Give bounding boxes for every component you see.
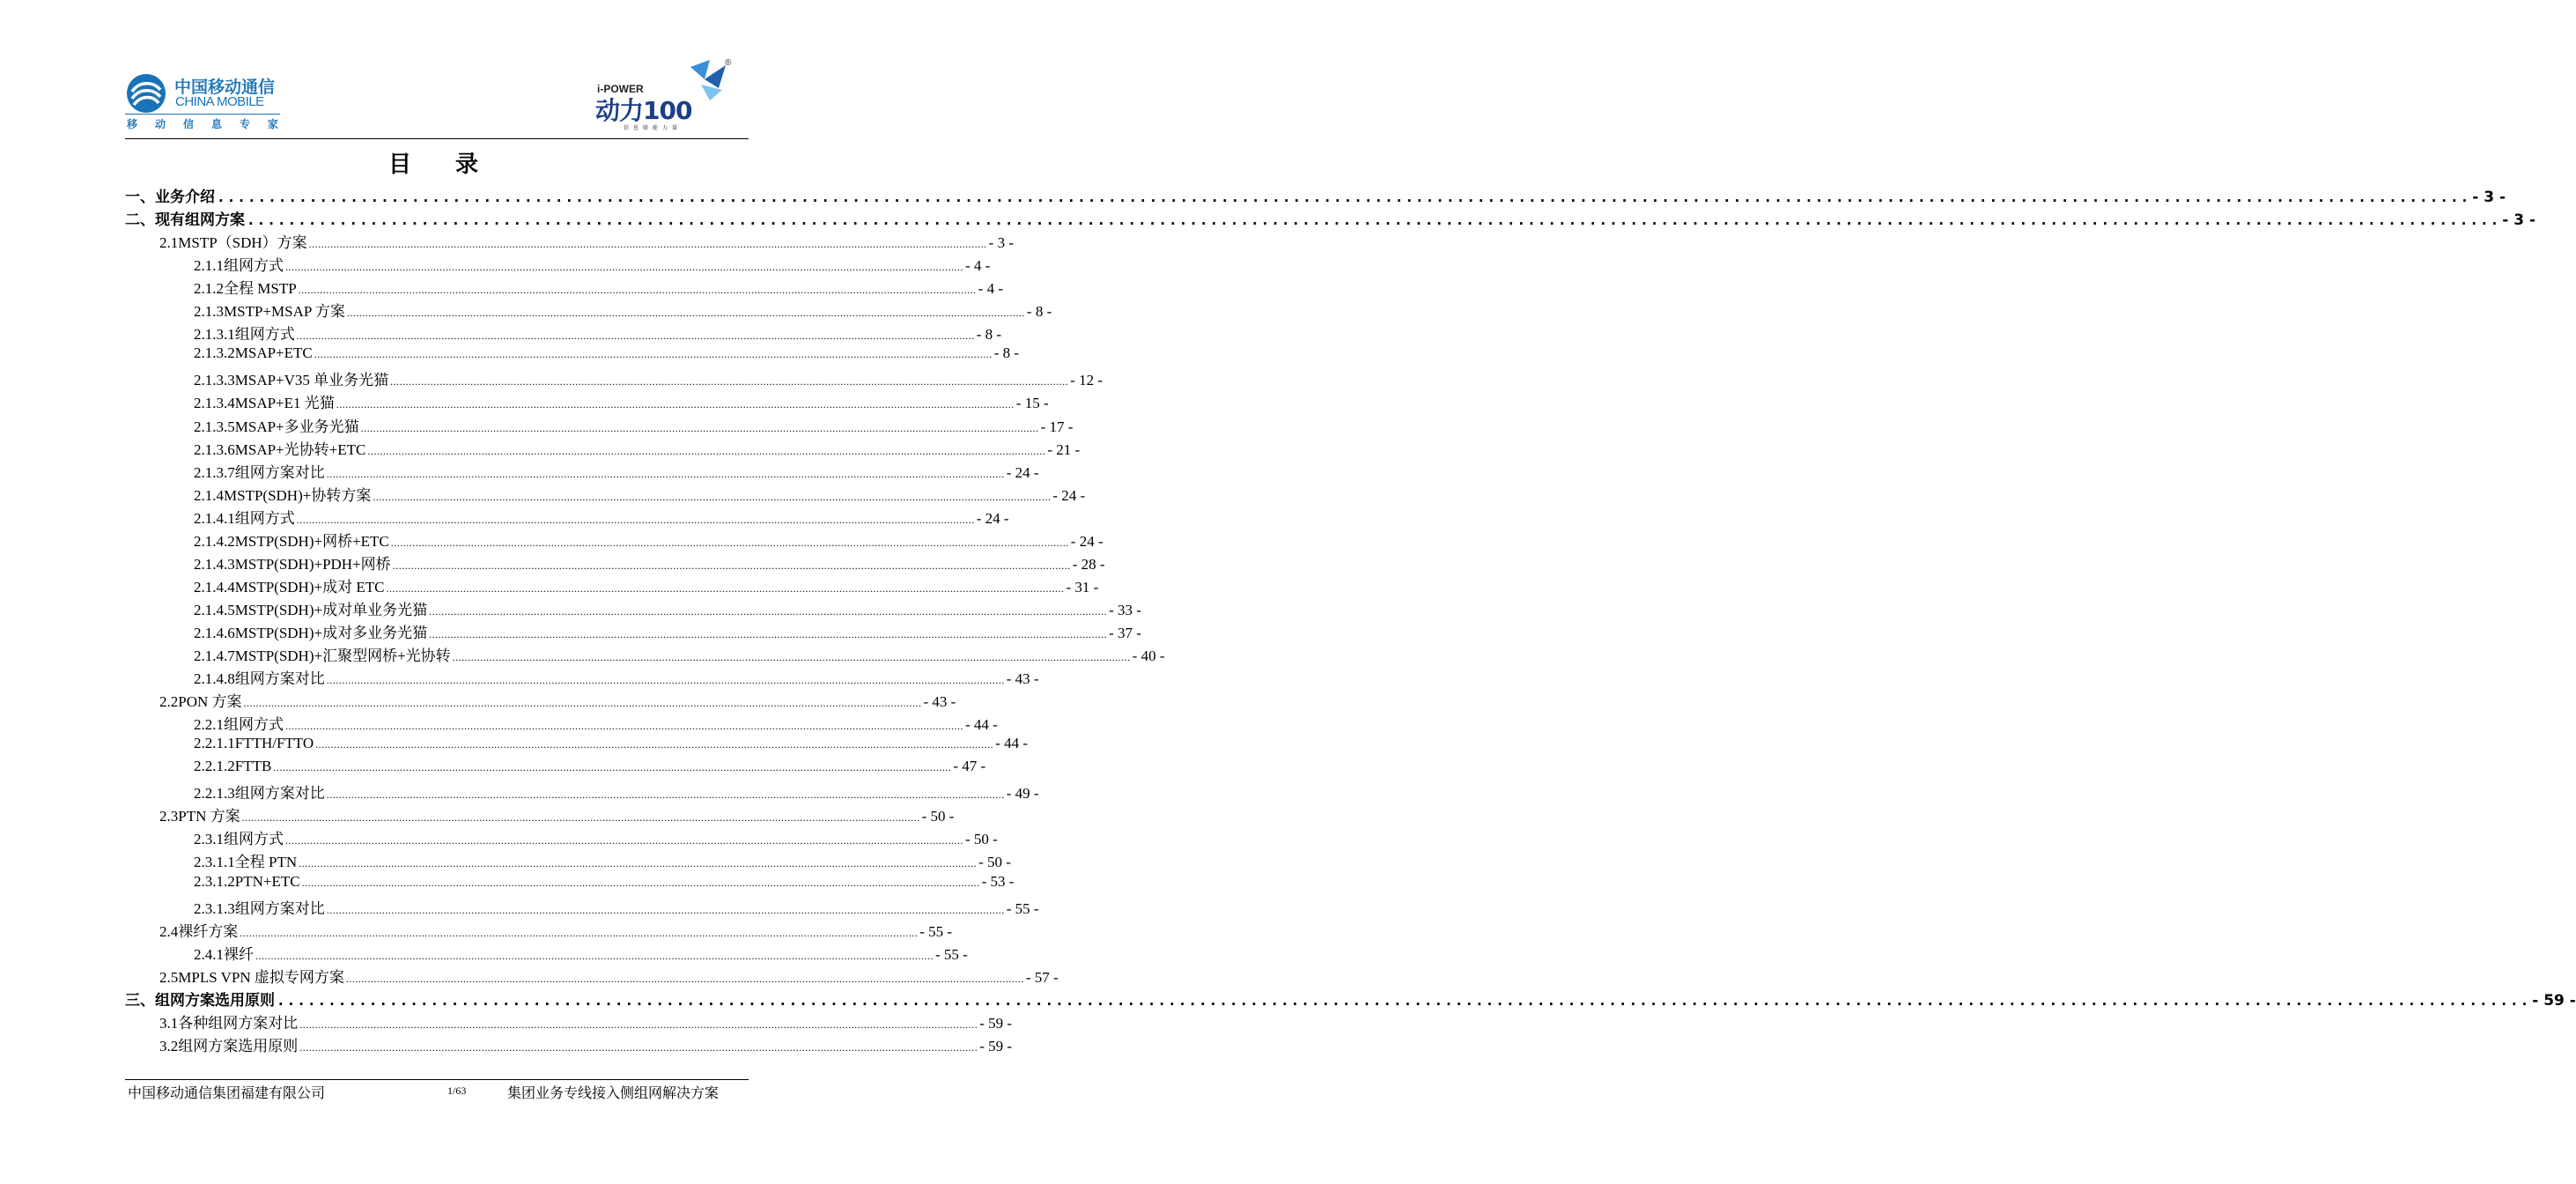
toc-entry[interactable]: [194, 414, 1074, 437]
toc-leader-dots: ............................................................................................................................................................................................................................: [345, 972, 1024, 985]
toc-entry-page: - 12 -: [1070, 372, 1103, 389]
toc-entry-label: MSTP(SDH)+PDH+网桥: [234, 555, 391, 573]
toc-entry[interactable]: [194, 574, 1099, 597]
toc-entry-label: 组网方案对比: [234, 785, 325, 803]
footer-doc-title: 集团业务专线接入侧组网解决方案: [507, 1086, 720, 1101]
toc-entry[interactable]: [194, 942, 968, 965]
toc-entry-number: 2.1.3.4: [194, 395, 235, 412]
toc-entry-page: - 8 -: [976, 326, 1002, 344]
toc-entry-page: - 44 -: [995, 735, 1028, 752]
toc-entry-number: 2.1.1: [194, 257, 224, 275]
toc-title: 目录: [388, 152, 522, 178]
toc-entry[interactable]: [194, 758, 986, 781]
toc-entry[interactable]: [159, 919, 953, 942]
toc-entry-page: - 59 -: [2532, 991, 2576, 1010]
toc-leader-dots: ............................................................................................................................................................................................................................: [285, 720, 963, 733]
toc-entry-page: - 50 -: [965, 831, 998, 848]
toc-entry-label: 组网方案选用原则: [178, 1037, 299, 1054]
toc-entry[interactable]: [194, 437, 1081, 460]
company-slogan: [127, 116, 278, 131]
toc-entry-page: - 24 -: [976, 509, 1009, 527]
toc-entry-page: - 24 -: [1070, 532, 1103, 550]
toc-entry-page: - 8 -: [1026, 303, 1052, 321]
toc-entry[interactable]: [159, 230, 1014, 253]
slogan-char: 专: [239, 118, 250, 130]
china-mobile-logo: [125, 70, 284, 134]
toc-entry-number: 二、: [125, 211, 155, 230]
toc-entry-label: PTN+ETC: [234, 872, 300, 890]
toc-entry[interactable]: [125, 988, 2576, 1010]
toc-entry-number: 2.1.3.3: [194, 372, 235, 389]
footer-company: 中国移动通信集团福建有限公司: [128, 1086, 326, 1101]
toc-entry-label: 组网方式: [234, 326, 295, 344]
toc-entry-label: MSAP+多业务光猫: [234, 418, 359, 435]
toc-entry-page: - 44 -: [965, 716, 998, 734]
slogan-divider: [125, 114, 280, 115]
toc-entry-label: MSAP+光协转+ETC: [234, 440, 366, 458]
toc-entry-number: 2.3.1: [194, 831, 224, 848]
toc-entry-number: 2.3: [159, 808, 179, 825]
toc-entry-label: 裸纤方案: [178, 922, 239, 940]
toc-entry[interactable]: [159, 1033, 1013, 1056]
toc-leader-dots: ............................................................................................................................................................................................................................: [390, 536, 1069, 549]
toc-entry[interactable]: [194, 529, 1103, 551]
toc-entry-page: - 15 -: [1015, 395, 1049, 412]
toc-entry-page: - 4 -: [978, 280, 1003, 298]
toc-entry-label: 组网方案对比: [234, 899, 325, 917]
ipower-logo: [595, 56, 736, 136]
toc-leader-dots: ............................................................................................................................................................................................................................: [301, 876, 980, 889]
toc-leader-dots: ............................................................................................................................................................................................................................: [240, 926, 919, 939]
toc-leader-dots: ............................................................................................................................................................................................................................: [241, 811, 920, 825]
toc-entry-label: PON 方案: [178, 693, 242, 711]
toc-leader-dots: ............................................................................................................................................................................................................................: [296, 329, 975, 343]
toc-entry-page: - 50 -: [921, 808, 955, 825]
toc-leader-dots: ............................................................................................................................................................................................................................: [299, 1040, 978, 1054]
toc-entry[interactable]: [194, 483, 1086, 506]
toc-entry-number: 2.5: [159, 968, 179, 986]
toc-entry[interactable]: [194, 322, 1002, 344]
toc-entry[interactable]: [194, 367, 1103, 390]
toc-entry-label: MSAP+ETC: [234, 344, 313, 362]
toc-leader-dots: ............................................................................................................................................................................................................................: [367, 444, 1046, 457]
toc-entry-page: - 59 -: [979, 1014, 1013, 1032]
toc-entry[interactable]: [125, 207, 2535, 230]
slogan-char: 动: [154, 118, 166, 130]
toc-leader-dots: ............................................................................................................................................................................................................................: [429, 627, 1108, 640]
toc-entry-number: 2.1.4: [194, 486, 224, 504]
toc-entry-number: 3.1: [159, 1014, 179, 1032]
toc-entry[interactable]: [194, 551, 1105, 574]
toc-leader-dots: ............................................................................................................................................................................................................................: [285, 834, 963, 847]
toc-entry-page: - 37 -: [1109, 624, 1141, 641]
toc-entry-number: 2.1.2: [194, 280, 224, 298]
toc-entry[interactable]: [194, 896, 1039, 919]
toc-entry-label: 组网方案对比: [234, 670, 325, 688]
toc-leader-dots: ............................................................................................................................................................................................................................: [273, 761, 952, 774]
toc-entry-label: 现有组网方案: [155, 211, 245, 230]
toc-entry[interactable]: [194, 849, 1011, 872]
footer-rule: [125, 1079, 749, 1080]
toc-leader-dots: ............................................................................................................................................................................................................................: [336, 398, 1015, 411]
toc-entry-page: - 31 -: [1066, 578, 1099, 596]
toc-leader-dots: ............................................................................................................................................................................................................................: [452, 651, 1131, 663]
toc-leader-dots: ............................................................................................................................................................................................................................: [243, 697, 922, 710]
toc-entry-number: 2.1.3.1: [194, 326, 235, 344]
toc-entry[interactable]: [194, 826, 998, 849]
toc-leader-dots: ............................................................................................................................................................................................................................: [390, 375, 1069, 388]
toc-entry-number: 2.1.4.6: [194, 624, 235, 641]
toc-leader-dots: ............................................................................................................................................................................................................................: [299, 1018, 978, 1031]
toc-entry[interactable]: [194, 872, 1015, 896]
toc-entry-page: - 17 -: [1040, 418, 1074, 435]
toc-entry-number: 2.1.4.3: [194, 555, 235, 573]
toc-leader-dots: ............................................................................................................................................................................................................................: [314, 348, 993, 361]
toc-entry-label: 组网方式: [224, 257, 284, 275]
toc-entry[interactable]: [159, 965, 1059, 988]
toc-entry-page: - 8 -: [993, 344, 1020, 362]
toc-entry-label: MSTP(SDH)+成对 ETC: [234, 578, 385, 596]
toc-entry-page: - 55 -: [1006, 899, 1039, 917]
toc-leader-dots: ............................................................................................................................................................................................................................: [326, 903, 1005, 916]
toc-entry[interactable]: [159, 803, 955, 826]
toc-entry-label: 全程 MSTP: [224, 280, 297, 298]
toc-entry-number: 2.1: [159, 234, 179, 252]
toc-entry-label: MSAP+E1 光猫: [234, 395, 335, 412]
toc-entry-number: 2.1.3: [194, 303, 224, 321]
toc-entry-page: - 59 -: [979, 1037, 1013, 1054]
toc-entry-label: 组网方案对比: [234, 463, 325, 481]
toc-entry-page: - 43 -: [923, 693, 956, 711]
toc-entry[interactable]: [194, 506, 1009, 529]
toc-entry-page: - 50 -: [978, 854, 1011, 871]
slogan-char: 信: [182, 118, 194, 130]
toc-leader-dots: ............................................................................................................................................................................................................................: [326, 788, 1005, 802]
toc-entry-page: - 43 -: [1006, 670, 1039, 688]
toc-entry-page: - 28 -: [1072, 555, 1105, 573]
toc-entry-label: 全程 PTN: [234, 854, 298, 871]
footer-page-number: 1/63: [447, 1084, 467, 1097]
company-name-cn: 中国移动通信: [174, 78, 276, 97]
toc-entry-page: - 57 -: [1025, 968, 1059, 986]
toc-entry-number: 2.2.1.1: [194, 735, 235, 752]
toc-entry-page: - 49 -: [1006, 785, 1039, 803]
toc-leader-dots: ............................................................................................................................................................................................................................: [296, 513, 975, 526]
toc-entry-number: 2.1.3.2: [194, 344, 235, 362]
toc-entry[interactable]: [194, 643, 1165, 666]
china-mobile-emblem-icon: [125, 72, 167, 115]
toc-leader-dots: ............................................................................................................................................................................................................................: [360, 421, 1039, 434]
toc-entry-number: 2.1.4.8: [194, 670, 235, 688]
toc-entry-page: - 55 -: [919, 922, 953, 940]
toc-entry-label: MSTP(SDH)+成对单业务光猫: [234, 601, 428, 618]
toc-leader-dots: ............................................................................................................................................................................................................................: [247, 211, 2501, 229]
toc-entry-label: PTN 方案: [178, 808, 240, 825]
toc-entry-label: 组网方式: [224, 831, 284, 848]
toc-entry-page: - 24 -: [1006, 463, 1039, 481]
toc-entry-label: MSAP+V35 单业务光猫: [234, 372, 389, 389]
toc-entry[interactable]: [159, 1010, 1013, 1033]
toc-leader-dots: ............................................................................................................................................................................................................................: [255, 949, 934, 962]
toc-leader-dots: ............................................................................................................................................................................................................................: [315, 738, 994, 751]
slogan-char: 息: [210, 118, 222, 130]
toc-entry-label: MSTP(SDH)+网桥+ETC: [234, 532, 389, 550]
toc-entry-number: 2.1.3.6: [194, 440, 235, 458]
toc-entry-page: - 21 -: [1047, 440, 1081, 458]
toc-entry-label: MPLS VPN 虚拟专网方案: [178, 968, 344, 986]
toc-entry-number: 2.3.1.1: [194, 854, 235, 871]
toc-entry[interactable]: [194, 597, 1141, 620]
brand-en: i-POWER: [597, 83, 644, 95]
slogan-char: 家: [267, 118, 278, 130]
toc-entry[interactable]: [194, 460, 1039, 483]
toc-entry-number: 2.1.3.7: [194, 463, 235, 481]
toc-entry-number: 2.1.4.5: [194, 601, 235, 618]
toc-entry-page: - 3 -: [988, 234, 1014, 252]
toc-entry-number: 2.1.3.5: [194, 418, 235, 435]
toc-entry-number: 2.3.1.3: [194, 899, 235, 917]
toc-entry-label: MSTP(SDH)+汇聚型网桥+光协转: [234, 648, 451, 664]
page-header: [0, 0, 837, 141]
toc-entry-page: - 4 -: [965, 257, 991, 275]
toc-leader-dots: ............................................................................................................................................................................................................................: [285, 261, 963, 274]
toc-leader-dots: ............................................................................................................................................................................................................................: [326, 674, 1005, 687]
toc-entry-number: 3.2: [159, 1037, 179, 1054]
toc-entry[interactable]: [194, 253, 991, 276]
company-name-en: CHINA MOBILE: [175, 94, 264, 109]
toc-entry[interactable]: [194, 344, 1020, 367]
toc-entry-number: 2.3.1.2: [194, 872, 235, 890]
toc-leader-dots: ............................................................................................................................................................................................................................: [299, 857, 978, 870]
toc-entry-page: - 53 -: [981, 872, 1015, 890]
toc-entry[interactable]: [125, 184, 2506, 207]
brand-tagline: 信息联能力量: [624, 125, 683, 131]
toc-entry-number: 2.1.4.1: [194, 509, 235, 527]
toc-entry-label: 业务介绍: [155, 189, 215, 206]
toc-entry-page: - 33 -: [1109, 601, 1141, 618]
toc-entry-number: 2.1.4.2: [194, 532, 235, 550]
slogan-char: 移: [127, 118, 138, 130]
toc-leader-dots: ............................................................................................................................................................................................................................: [386, 581, 1065, 595]
header-rule: [125, 138, 749, 139]
toc-entry[interactable]: [194, 781, 1039, 803]
toc-entry-label: FTTH/FTTO: [234, 735, 314, 752]
toc-entry-number: 2.2: [159, 693, 179, 711]
toc-leader-dots: ............................................................................................................................................................................................................................: [326, 467, 1005, 480]
toc-entry-label: MSTP(SDH)+成对多业务光猫: [234, 624, 428, 641]
toc-entry[interactable]: [194, 712, 998, 735]
toc-leader-dots: ............................................................................................................................................................................................................................: [429, 604, 1108, 618]
toc-entry-number: 2.2.1.3: [194, 785, 235, 803]
toc-entry-label: MSTP(SDH)+协转方案: [224, 486, 372, 504]
toc-entry-number: 2.1.4.7: [194, 648, 235, 664]
toc-entry-label: 各种组网方案对比: [178, 1014, 299, 1032]
toc-entry-label: 组网方式: [224, 716, 284, 734]
toc-entry[interactable]: [159, 689, 956, 712]
toc-entry-page: - 40 -: [1132, 648, 1165, 664]
toc-entry-page: - 47 -: [953, 758, 986, 775]
toc-leader-dots: ............................................................................................................................................................................................................................: [298, 284, 977, 297]
toc-entry-page: - 3 -: [2502, 211, 2535, 230]
toc-entry-number: 2.2.1.2: [194, 758, 235, 775]
toc-entry-number: 2.4.1: [194, 945, 224, 963]
toc-entry[interactable]: [194, 276, 1003, 299]
toc-entry-label: 组网方式: [234, 509, 295, 527]
toc-entry[interactable]: [194, 735, 1028, 758]
toc-entry-page: - 24 -: [1052, 486, 1086, 504]
toc-entry-number: 2.4: [159, 922, 179, 940]
toc-entry-page: - 3 -: [2472, 189, 2506, 206]
toc-entry-number: 2.1.4.4: [194, 578, 235, 596]
toc-entry-label: 裸纤: [224, 945, 254, 963]
toc-entry-number: 三、: [125, 991, 155, 1010]
toc-entry[interactable]: [194, 390, 1049, 413]
toc-entry-label: MSTP（SDH）方案: [178, 234, 307, 252]
toc-entry-label: FTTB: [234, 758, 272, 775]
toc-leader-dots: ............................................................................................................................................................................................................................: [277, 991, 2531, 1009]
toc-leader-dots: ............................................................................................................................................................................................................................: [346, 307, 1025, 320]
toc-entry-page: - 55 -: [935, 945, 968, 963]
toc-entry-label: 组网方案选用原则: [155, 991, 275, 1010]
toc-entry-label: MSTP+MSAP 方案: [224, 303, 345, 321]
toc-leader-dots: ............................................................................................................................................................................................................................: [217, 189, 2471, 205]
toc-leader-dots: ............................................................................................................................................................................................................................: [392, 559, 1071, 572]
toc-entry[interactable]: [194, 620, 1141, 643]
toc-entry-number: 一、: [125, 189, 155, 206]
toc-leader-dots: ............................................................................................................................................................................................................................: [373, 490, 1052, 503]
toc-entry[interactable]: [194, 666, 1039, 689]
toc-entry-number: 2.2.1: [194, 716, 224, 734]
registered-mark: ®: [725, 58, 732, 68]
toc-entry[interactable]: [194, 299, 1052, 322]
brand-cn: 动力100: [595, 96, 692, 125]
toc-leader-dots: ............................................................................................................................................................................................................................: [308, 238, 987, 251]
